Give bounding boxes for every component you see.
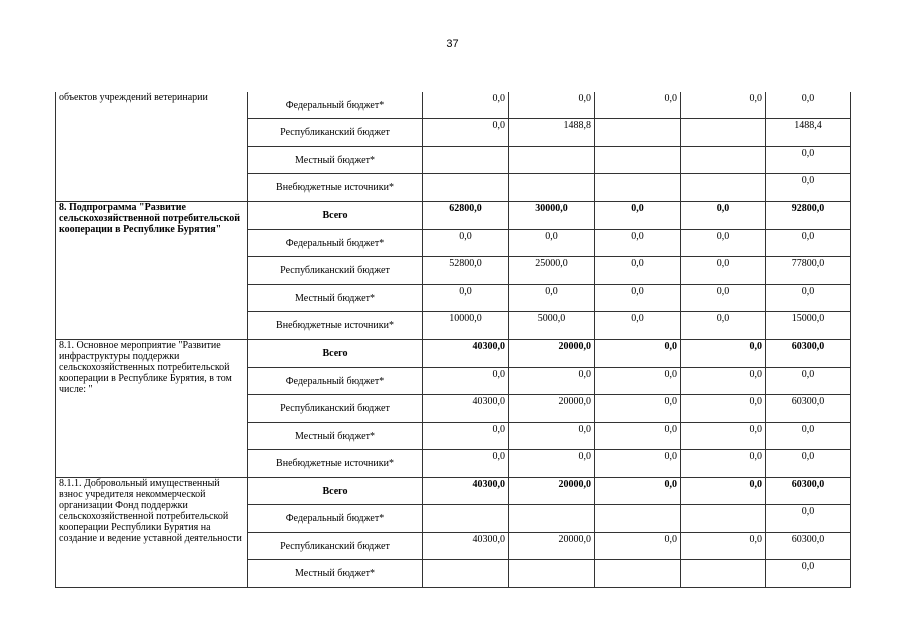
amount-cell <box>595 505 681 533</box>
funding-source: Федеральный бюджет* <box>248 230 423 257</box>
amount-cell <box>509 147 595 174</box>
table-row <box>56 340 851 368</box>
amount-cell <box>595 147 681 174</box>
amount-cell: 0,0 <box>595 230 681 257</box>
amount-cell: 0,0 <box>509 230 595 257</box>
amount-cell: 0,0 <box>681 340 766 368</box>
amount-cell: 0,0 <box>595 257 681 285</box>
amount-cell: 0,0 <box>595 202 681 230</box>
measure-name: 8. Подпрограмма "Развитие сельскохозяйственной потребительской кооперации в Республике Бурятия" <box>56 202 248 340</box>
amount-cell: 0,0 <box>766 174 851 202</box>
amount-cell: 0,0 <box>509 450 595 478</box>
amount-cell <box>509 174 595 202</box>
amount-cell: 0,0 <box>423 119 509 147</box>
table-row <box>56 202 851 230</box>
amount-cell: 0,0 <box>595 423 681 450</box>
amount-cell: 0,0 <box>766 368 851 395</box>
measure-name: 8.1. Основное мероприятие "Развитие инфраструктуры поддержки сельскохозяйственных потребительской кооперации в Республике Бурятия, в том числе: " <box>56 340 248 478</box>
amount-cell: 0,0 <box>681 202 766 230</box>
amount-cell <box>509 505 595 533</box>
amount-cell: 20000,0 <box>509 478 595 505</box>
amount-cell <box>423 505 509 533</box>
amount-cell: 0,0 <box>681 368 766 395</box>
amount-cell: 0,0 <box>595 533 681 560</box>
amount-cell <box>681 505 766 533</box>
amount-cell: 0,0 <box>595 312 681 340</box>
budget-table-body <box>56 92 851 588</box>
funding-source: Местный бюджет* <box>248 147 423 174</box>
funding-source: Федеральный бюджет* <box>248 368 423 395</box>
amount-cell <box>423 174 509 202</box>
amount-cell: 40300,0 <box>423 340 509 368</box>
amount-cell: 40300,0 <box>423 395 509 423</box>
amount-cell: 0,0 <box>766 505 851 533</box>
amount-cell: 0,0 <box>766 560 851 588</box>
amount-cell: 0,0 <box>423 92 509 119</box>
amount-cell: 77800,0 <box>766 257 851 285</box>
funding-source: Республиканский бюджет <box>248 533 423 560</box>
amount-cell <box>681 174 766 202</box>
amount-cell <box>595 174 681 202</box>
amount-cell <box>681 119 766 147</box>
funding-source: Местный бюджет* <box>248 423 423 450</box>
amount-cell: 0,0 <box>423 230 509 257</box>
amount-cell: 60300,0 <box>766 395 851 423</box>
amount-cell: 20000,0 <box>509 340 595 368</box>
amount-cell <box>681 147 766 174</box>
amount-cell: 0,0 <box>681 533 766 560</box>
amount-cell: 0,0 <box>423 368 509 395</box>
funding-source: Федеральный бюджет* <box>248 505 423 533</box>
amount-cell: 0,0 <box>509 92 595 119</box>
amount-cell: 0,0 <box>595 340 681 368</box>
amount-cell: 0,0 <box>681 230 766 257</box>
amount-cell: 0,0 <box>766 147 851 174</box>
amount-cell: 5000,0 <box>509 312 595 340</box>
amount-cell: 0,0 <box>509 285 595 312</box>
amount-cell: 1488,8 <box>509 119 595 147</box>
amount-cell: 0,0 <box>423 285 509 312</box>
amount-cell: 40300,0 <box>423 533 509 560</box>
amount-cell <box>595 119 681 147</box>
amount-cell: 0,0 <box>766 230 851 257</box>
amount-cell: 60300,0 <box>766 533 851 560</box>
funding-source: Всего <box>248 478 423 505</box>
table-row <box>56 478 851 505</box>
measure-name: объектов учреждений ветеринарии <box>56 92 248 202</box>
amount-cell: 60300,0 <box>766 478 851 505</box>
amount-cell: 0,0 <box>681 257 766 285</box>
funding-source: Внебюджетные источники* <box>248 450 423 478</box>
amount-cell: 0,0 <box>681 92 766 119</box>
amount-cell: 10000,0 <box>423 312 509 340</box>
amount-cell: 0,0 <box>595 450 681 478</box>
amount-cell: 0,0 <box>766 285 851 312</box>
amount-cell: 0,0 <box>509 368 595 395</box>
amount-cell: 40300,0 <box>423 478 509 505</box>
funding-source: Всего <box>248 340 423 368</box>
funding-source: Федеральный бюджет* <box>248 92 423 119</box>
amount-cell: 30000,0 <box>509 202 595 230</box>
page-number: 37 <box>446 38 459 50</box>
amount-cell: 15000,0 <box>766 312 851 340</box>
amount-cell: 1488,4 <box>766 119 851 147</box>
amount-cell: 92800,0 <box>766 202 851 230</box>
amount-cell: 0,0 <box>595 395 681 423</box>
funding-source: Республиканский бюджет <box>248 257 423 285</box>
amount-cell: 20000,0 <box>509 395 595 423</box>
amount-cell: 0,0 <box>595 92 681 119</box>
amount-cell <box>595 560 681 588</box>
funding-source: Местный бюджет* <box>248 285 423 312</box>
amount-cell <box>681 560 766 588</box>
funding-source: Внебюджетные источники* <box>248 312 423 340</box>
amount-cell: 0,0 <box>595 478 681 505</box>
amount-cell <box>423 147 509 174</box>
funding-source: Местный бюджет* <box>248 560 423 588</box>
amount-cell: 20000,0 <box>509 533 595 560</box>
funding-source: Внебюджетные источники* <box>248 174 423 202</box>
amount-cell: 0,0 <box>595 368 681 395</box>
funding-source: Республиканский бюджет <box>248 395 423 423</box>
amount-cell: 0,0 <box>766 450 851 478</box>
measure-name: 8.1.1. Добровольный имущественный взнос учредителя некоммерческой организации Фонд поддержки сельскохозяйственной потребительской кооперации Республики Бурятия на создание и ведение уставной деятельности <box>56 478 248 588</box>
amount-cell: 0,0 <box>766 92 851 119</box>
amount-cell: 25000,0 <box>509 257 595 285</box>
amount-cell: 0,0 <box>595 285 681 312</box>
amount-cell: 0,0 <box>681 423 766 450</box>
amount-cell: 62800,0 <box>423 202 509 230</box>
amount-cell: 0,0 <box>423 423 509 450</box>
budget-table <box>55 92 851 588</box>
amount-cell: 0,0 <box>681 478 766 505</box>
amount-cell: 0,0 <box>423 450 509 478</box>
amount-cell: 0,0 <box>509 423 595 450</box>
amount-cell: 0,0 <box>766 423 851 450</box>
funding-source: Республиканский бюджет <box>248 119 423 147</box>
amount-cell: 0,0 <box>681 450 766 478</box>
amount-cell <box>423 560 509 588</box>
funding-source: Всего <box>248 202 423 230</box>
amount-cell: 0,0 <box>681 285 766 312</box>
amount-cell: 52800,0 <box>423 257 509 285</box>
amount-cell: 0,0 <box>681 312 766 340</box>
amount-cell: 60300,0 <box>766 340 851 368</box>
amount-cell: 0,0 <box>681 395 766 423</box>
table-row <box>56 92 851 119</box>
amount-cell <box>509 560 595 588</box>
